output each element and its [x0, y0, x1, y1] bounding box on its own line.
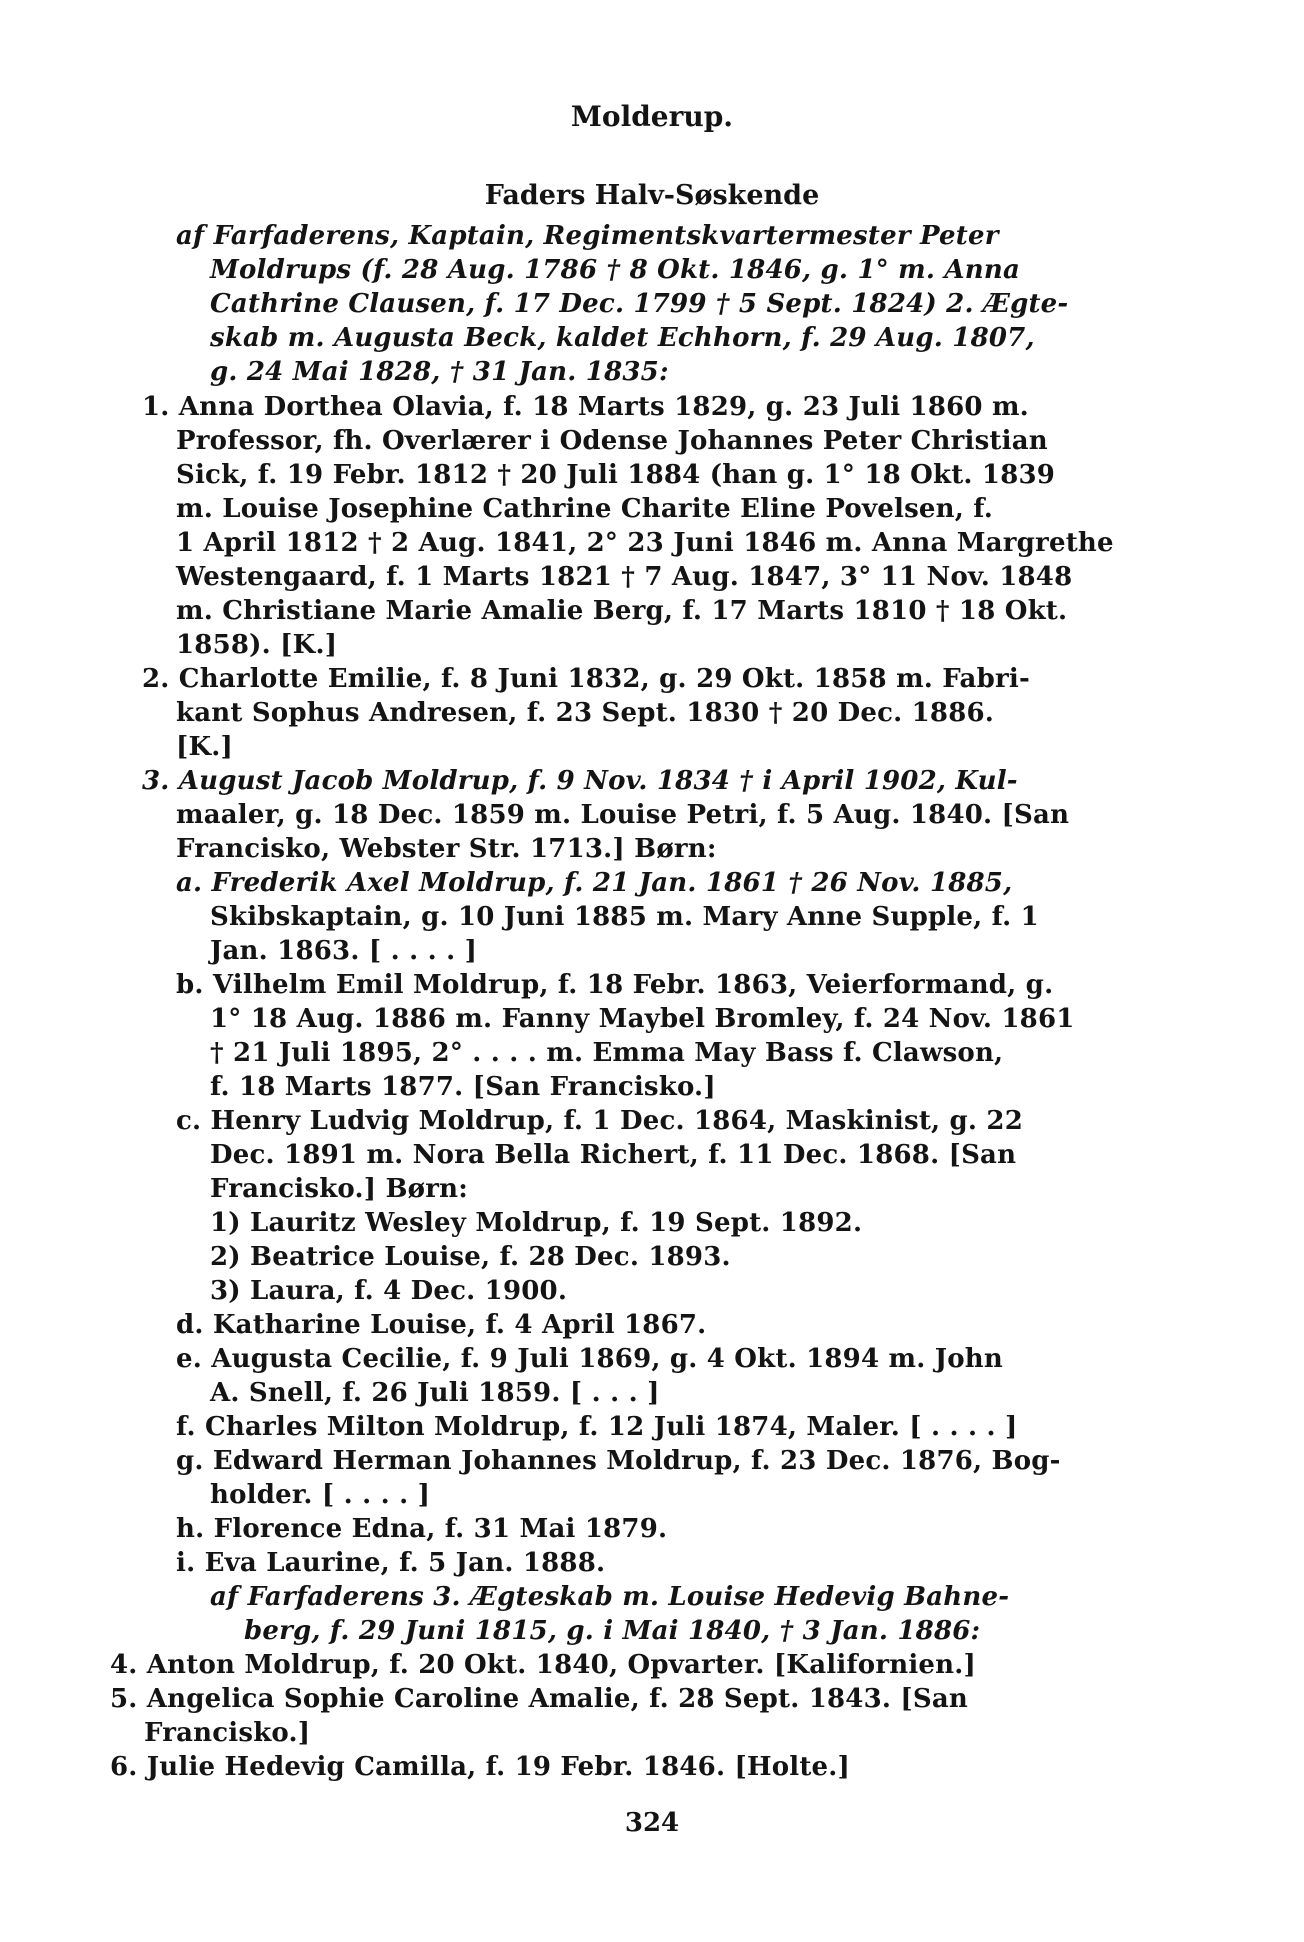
- text-line: e. Augusta Cecilie, f. 9 Juli 1869, g. 4 Okt. 1894 m. John: [176, 1344, 1003, 1374]
- text-line: b. Vilhelm Emil Moldrup, f. 18 Febr. 1863, Veierformand, g.: [176, 970, 1054, 1000]
- text-line: m. Louise Josephine Cathrine Charite Eline Povelsen, f.: [176, 494, 993, 524]
- text-line: Francisko, Webster Str. 1713.] Børn:: [176, 834, 717, 864]
- text-line: [K.]: [176, 732, 234, 762]
- text-line: af Farfaderens, Kaptain, Regimentskvartermester Peter: [176, 221, 999, 251]
- text-line: 6. Julie Hedevig Camilla, f. 19 Febr. 1846. [Holte.]: [110, 1752, 851, 1782]
- text-line: † 21 Juli 1895, 2° . . . . m. Emma May Bass f. Clawson,: [210, 1038, 1004, 1068]
- running-header: Molderup.: [570, 100, 734, 133]
- text-line: g. 24 Mai 1828, † 31 Jan. 1835:: [210, 357, 669, 387]
- text-line: 3) Laura, f. 4 Dec. 1900.: [210, 1276, 568, 1306]
- text-line: maaler, g. 18 Dec. 1859 m. Louise Petri, f. 5 Aug. 1840. [San: [176, 800, 1070, 830]
- text-line: Francisko.]: [144, 1718, 311, 1748]
- text-line: 4. Anton Moldrup, f. 20 Okt. 1840, Opvarter. [Kalifornien.]: [110, 1650, 977, 1680]
- text-line: 2) Beatrice Louise, f. 28 Dec. 1893.: [210, 1242, 731, 1272]
- text-line: 1858). [K.]: [176, 630, 338, 660]
- text-line: d. Katharine Louise, f. 4 April 1867.: [176, 1310, 707, 1340]
- text-line: i. Eva Laurine, f. 5 Jan. 1888.: [176, 1548, 606, 1578]
- text-line: Cathrine Clausen, f. 17 Dec. 1799 † 5 Sept. 1824) 2. Ægte-: [210, 289, 1069, 319]
- text-line: c. Henry Ludvig Moldrup, f. 1 Dec. 1864, Maskinist, g. 22: [176, 1106, 1023, 1136]
- text-line: Francisko.] Børn:: [210, 1174, 469, 1204]
- text-line: 3. August Jacob Moldrup, f. 9 Nov. 1834 † i April 1902, Kul-: [142, 766, 1018, 796]
- text-line: 1. Anna Dorthea Olavia, f. 18 Marts 1829, g. 23 Juli 1860 m.: [142, 392, 1029, 422]
- text-line: g. Edward Herman Johannes Moldrup, f. 23 Dec. 1876, Bog-: [176, 1446, 1061, 1476]
- text-line: f. 18 Marts 1877. [San Francisko.]: [210, 1072, 716, 1102]
- text-line: 1° 18 Aug. 1886 m. Fanny Maybel Bromley, f. 24 Nov. 1861: [210, 1004, 1075, 1034]
- text-line: 5. Angelica Sophie Caroline Amalie, f. 28 Sept. 1843. [San: [110, 1684, 969, 1714]
- text-line: Sick, f. 19 Febr. 1812 † 20 Juli 1884 (han g. 1° 18 Okt. 1839: [176, 460, 1056, 490]
- text-line: 1 April 1812 † 2 Aug. 1841, 2° 23 Juni 1846 m. Anna Margrethe: [176, 528, 1114, 558]
- page-number: 324: [624, 1808, 680, 1838]
- text-line: a. Frederik Axel Moldrup, f. 21 Jan. 1861 † 26 Nov. 1885,: [176, 868, 1013, 898]
- text-line: skab m. Augusta Beck, kaldet Echhorn, f. 29 Aug. 1807,: [210, 323, 1035, 353]
- text-line: f. Charles Milton Moldrup, f. 12 Juli 1874, Maler. [ . . . . ]: [176, 1412, 1018, 1442]
- text-line: Moldrups (f. 28 Aug. 1786 † 8 Okt. 1846, g. 1° m. Anna: [210, 255, 1021, 285]
- text-line: A. Snell, f. 26 Juli 1859. [ . . . ]: [210, 1378, 660, 1408]
- text-line: h. Florence Edna, f. 31 Mai 1879.: [176, 1514, 668, 1544]
- section-heading: Faders Halv-Søskende: [484, 180, 820, 211]
- text-line: m. Christiane Marie Amalie Berg, f. 17 Marts 1810 † 18 Okt.: [176, 596, 1068, 626]
- text-line: berg, f. 29 Juni 1815, g. i Mai 1840, † 3 Jan. 1886:: [244, 1616, 981, 1646]
- text-line: Dec. 1891 m. Nora Bella Richert, f. 11 Dec. 1868. [San: [210, 1140, 1017, 1170]
- text-line: af Farfaderens 3. Ægteskab m. Louise Hedevig Bahne-: [210, 1582, 1010, 1612]
- text-line: 2. Charlotte Emilie, f. 8 Juni 1832, g. 29 Okt. 1858 m. Fabri-: [142, 664, 1030, 694]
- text-line: holder. [ . . . . ]: [210, 1480, 431, 1510]
- text-line: Jan. 1863. [ . . . . ]: [210, 936, 478, 966]
- text-line: Skibskaptain, g. 10 Juni 1885 m. Mary Anne Supple, f. 1: [210, 902, 1039, 932]
- text-line: 1) Lauritz Wesley Moldrup, f. 19 Sept. 1892.: [210, 1208, 863, 1238]
- text-line: kant Sophus Andresen, f. 23 Sept. 1830 † 20 Dec. 1886.: [176, 698, 995, 728]
- text-line: Westengaard, f. 1 Marts 1821 † 7 Aug. 1847, 3° 11 Nov. 1848: [176, 562, 1073, 592]
- text-line: Professor, fh. Overlærer i Odense Johannes Peter Christian: [176, 426, 1048, 456]
